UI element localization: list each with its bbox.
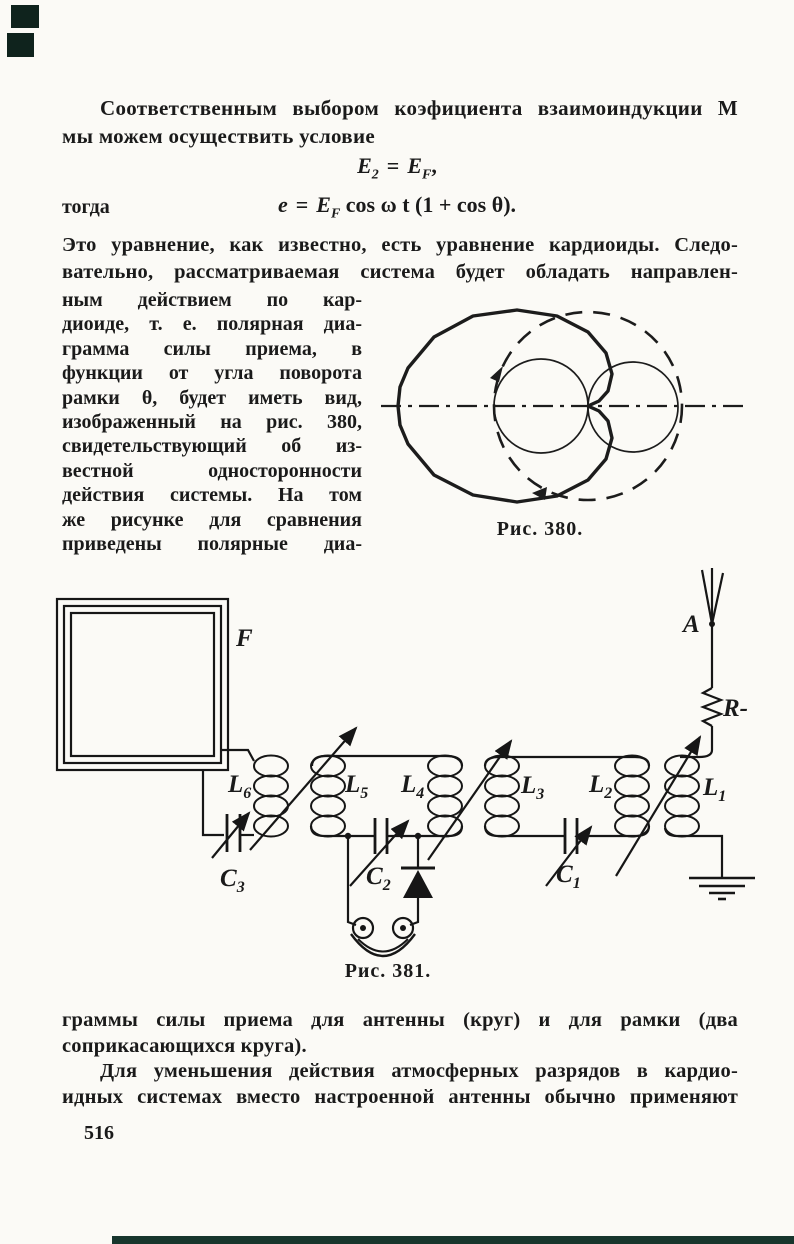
scan-artifact-top-1 xyxy=(11,5,39,28)
frame-antenna xyxy=(57,599,228,770)
label-coil-l2: $L_2$ xyxy=(589,771,613,802)
eq-var: E xyxy=(407,153,423,178)
direction-arrowhead xyxy=(490,366,503,382)
figure-381-caption: Рис. 381. xyxy=(344,960,432,982)
equation-cardioid xyxy=(0,192,794,222)
eq-var: E xyxy=(316,192,331,217)
scan-artifact-top-2 xyxy=(7,33,34,57)
text-line: диоиде, т. е. полярная диа- xyxy=(62,313,362,336)
coil-l2 xyxy=(615,756,649,837)
text-line: вестной односторонности xyxy=(62,459,362,482)
text-line: Это уравнение, как известно, есть уравнение кардиоиды. Следо- xyxy=(62,234,738,256)
eq-punct: , xyxy=(431,153,437,178)
wire xyxy=(203,770,224,835)
page-number: 516 xyxy=(84,1122,114,1144)
coil-l4 xyxy=(428,756,462,837)
wire xyxy=(312,756,462,766)
word-togda: тогда xyxy=(62,196,110,218)
label-frame-f: F xyxy=(236,625,253,652)
figure-380-polar-diagram xyxy=(370,288,750,518)
label-antenna-a: A xyxy=(683,611,700,638)
label-coil-l4: $L_4$ xyxy=(401,771,425,802)
text-line: Соответственным выбором коэфициента взаимоиндукции М xyxy=(100,96,738,120)
text-line: ным действием по кар- xyxy=(62,289,362,311)
junction-dot xyxy=(415,833,421,839)
text-line: мы можем осуществить условие xyxy=(62,124,375,148)
label-coil-l3: $L_3$ xyxy=(521,772,545,803)
text-line: приведены полярные диа- xyxy=(62,533,362,556)
text-line: Для уменьшения действия атмосферных разрядов в кардио- xyxy=(100,1060,738,1082)
text-line: соприкасающихся круга). xyxy=(62,1034,307,1057)
text-line: рамки θ, будет иметь вид, xyxy=(62,386,362,409)
headphone-jack-dot xyxy=(400,925,406,931)
capacitor-c2 xyxy=(375,818,387,854)
eq-sub: 2 xyxy=(371,167,379,183)
label-capacitor-c3: $C_3$ xyxy=(220,865,245,896)
text-line: функции от угла поворота xyxy=(62,362,362,385)
figure-381-circuit-schematic xyxy=(40,560,775,965)
figure-380-caption: Рис. 380. xyxy=(496,518,584,540)
coil-l3 xyxy=(485,756,519,837)
label-coil-l6: $L_6$ xyxy=(228,771,252,802)
text-line: идных системах вместо настроенной антенны обычно применяют xyxy=(62,1085,738,1108)
ground-symbol xyxy=(689,878,755,899)
label-capacitor-c1: $C_1$ xyxy=(556,861,581,892)
text-line: граммы силы приема для антенны (круг) и для рамки (два xyxy=(62,1009,738,1031)
eq-sub: F xyxy=(330,206,341,222)
wire xyxy=(665,828,722,878)
coupling-arrow-l6-l5 xyxy=(250,728,356,850)
label-coil-l1: $L_1$ xyxy=(703,774,727,805)
label-capacitor-c2: $C_2$ xyxy=(366,863,391,894)
open-antenna xyxy=(702,568,723,624)
headphone-jack-dot xyxy=(360,925,366,931)
coupling-arrow-l4-l3 xyxy=(428,741,511,860)
label-resistor-r: R- xyxy=(723,695,748,722)
junction-dot xyxy=(345,833,351,839)
paragraph-intro xyxy=(62,94,738,150)
text-line: действия системы. На том xyxy=(62,484,362,507)
coil-l5 xyxy=(311,756,345,837)
label-coil-l5: $L_5$ xyxy=(345,771,369,802)
eq-body: cos ω t (1 + cos θ). xyxy=(345,192,517,217)
text-line: свидетельствующий об из- xyxy=(62,435,362,458)
paragraph-column xyxy=(62,288,362,556)
equation-e2-ef xyxy=(0,153,794,183)
eq-var: e xyxy=(277,192,288,217)
headphones xyxy=(351,918,415,956)
text-line: грамма силы приема, в xyxy=(62,337,362,360)
text-line: вательно, рассматриваемая система будет обладать направлен- xyxy=(62,261,738,283)
eq-equals: = xyxy=(295,192,309,217)
text-line: же рисунке для сравнения xyxy=(62,508,362,531)
eq-sub: F xyxy=(422,167,432,183)
wire xyxy=(485,757,649,766)
resistor-r xyxy=(703,688,721,726)
paragraph-cardioid xyxy=(62,232,738,286)
antenna-tip-dot xyxy=(709,621,715,627)
scan-artifact-bottom-strip xyxy=(112,1236,794,1244)
eq-var: E xyxy=(357,153,372,178)
wire xyxy=(222,750,254,761)
diode-triangle xyxy=(403,870,433,898)
paragraph-bottom xyxy=(62,1008,738,1110)
text-line: изображенный на рис. 380, xyxy=(62,411,362,434)
eq-equals: = xyxy=(386,153,400,178)
